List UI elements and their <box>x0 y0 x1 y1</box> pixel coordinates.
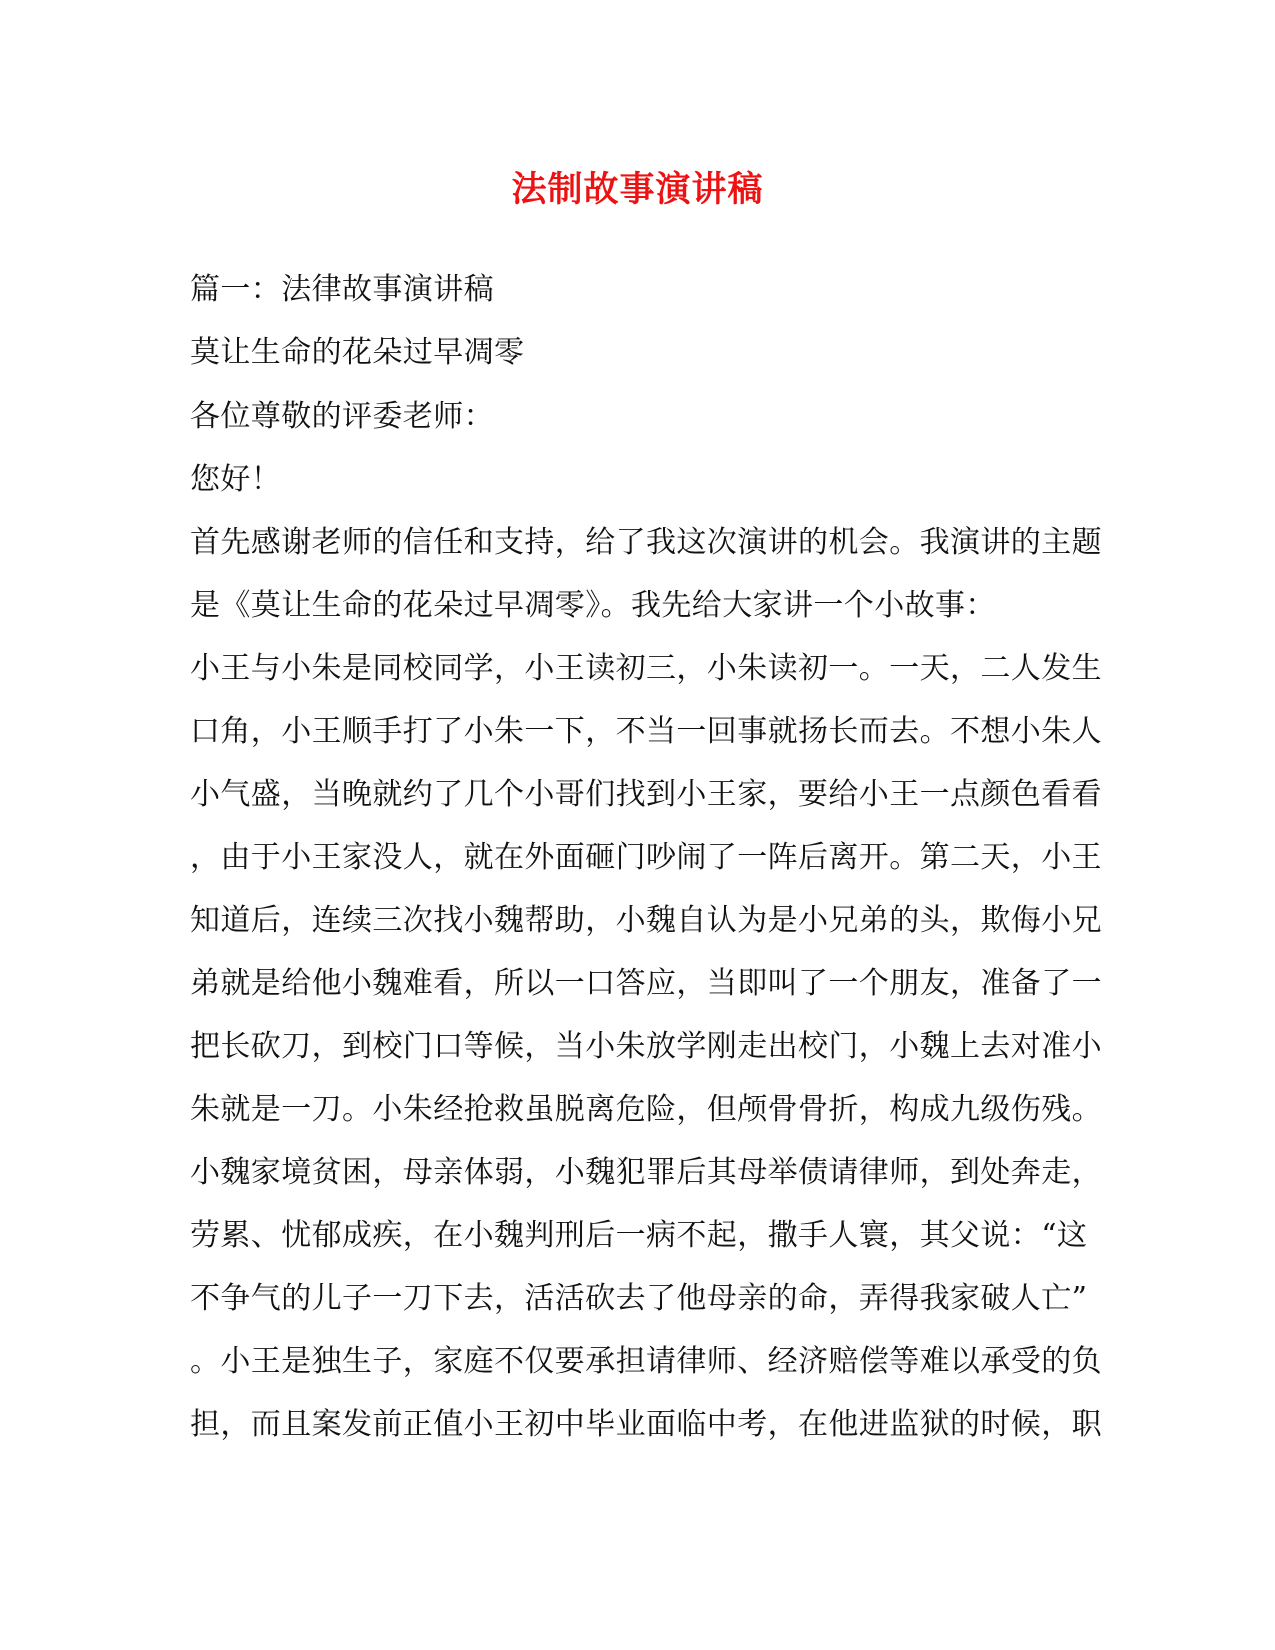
text-line: 小魏家境贫困，母亲体弱，小魏犯罪后其母举债请律师，到处奔走， <box>190 1155 1102 1190</box>
text-line: 把长砍刀，到校门口等候，当小朱放学刚走出校门，小魏上去对准小 <box>190 1029 1102 1064</box>
text-line: ，由于小王家没人，就在外面砸门吵闹了一阵后离开。第二天，小王 <box>190 840 1102 875</box>
text-line: 各位尊敬的评委老师： <box>190 399 494 434</box>
text-line: 担，而且案发前正值小王初中毕业面临中考，在他进监狱的时候，职 <box>190 1407 1102 1442</box>
document-title: 法制故事演讲稿 <box>511 169 764 210</box>
text-line: 首先感谢老师的信任和支持，给了我这次演讲的机会。我演讲的主题 <box>190 525 1102 560</box>
text-line: 朱就是一刀。小朱经抢救虽脱离危险，但颅骨骨折，构成九级伤残。 <box>190 1092 1102 1127</box>
text-line: 知道后，连续三次找小魏帮助，小魏自认为是小兄弟的头，欺侮小兄 <box>190 903 1102 938</box>
text-line: 是《莫让生命的花朵过早凋零》。我先给大家讲一个小故事： <box>190 588 996 623</box>
text-line: 劳累、忧郁成疾，在小魏判刑后一病不起，撒手人寰，其父说：“这 <box>190 1218 1088 1253</box>
text-line: 弟就是给他小魏难看，所以一口答应，当即叫了一个朋友，准备了一 <box>190 966 1102 1001</box>
text-line: 小气盛，当晚就约了几个小哥们找到小王家，要给小王一点颜色看看 <box>190 777 1102 812</box>
text-line: 不争气的儿子一刀下去，活活砍去了他母亲的命，弄得我家破人亡” <box>190 1281 1088 1316</box>
text-line: 您好！ <box>190 462 282 497</box>
text-line: 。小王是独生子，家庭不仅要承担请律师、经济赔偿等难以承受的负 <box>190 1344 1102 1379</box>
text-line: 小王与小朱是同校同学，小王读初三，小朱读初一。一天，二人发生 <box>190 651 1102 686</box>
text-line: 莫让生命的花朵过早凋零 <box>190 335 525 370</box>
text-line: 口角，小王顺手打了小朱一下，不当一回事就扬长而去。不想小朱人 <box>190 714 1102 749</box>
text-line: 篇一：法律故事演讲稿 <box>190 272 494 307</box>
